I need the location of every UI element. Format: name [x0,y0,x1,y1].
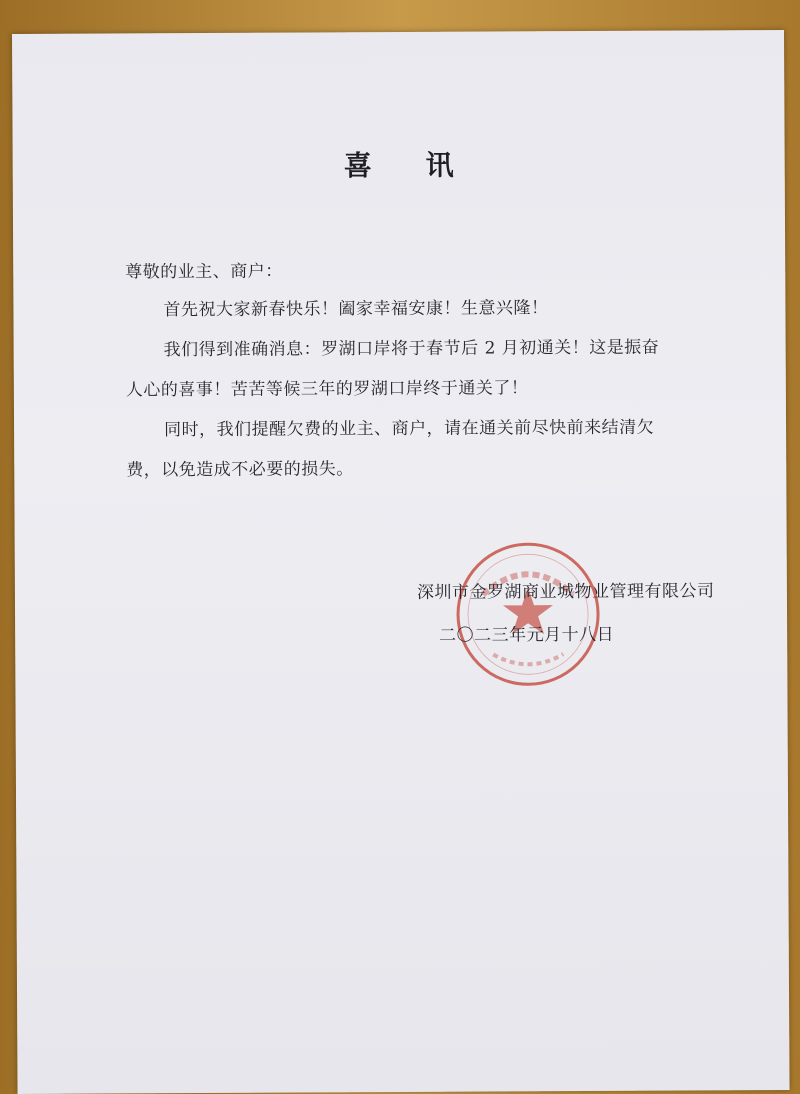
paragraph-news-line-2: 人心的喜事！苦苦等候三年的罗湖口岸终于通关了！ [125,378,529,401]
company-name: 深圳市金罗湖商业城物业管理有限公司 [416,581,715,603]
paragraph-greeting: 首先祝大家新春快乐！阖家幸福安康！生意兴隆！ [163,298,549,321]
letter-paper [12,30,790,1094]
paragraph-reminder-line-2: 费，以免造成不必要的损失。 [126,459,354,481]
salutation: 尊敬的业主、商户： [125,261,283,283]
company-seal [453,539,604,690]
letter-title: 喜 讯 [343,148,476,183]
paragraph-news-line-1: 我们得到准确消息：罗湖口岸将于春节后 2 月初通关！这是振奋 [163,337,660,361]
paragraph-reminder-line-1: 同时，我们提醒欠费的业主、商户，请在通关前尽快前来结清欠 [164,417,655,441]
letter-date: 二〇二三年元月十八日 [439,624,615,646]
